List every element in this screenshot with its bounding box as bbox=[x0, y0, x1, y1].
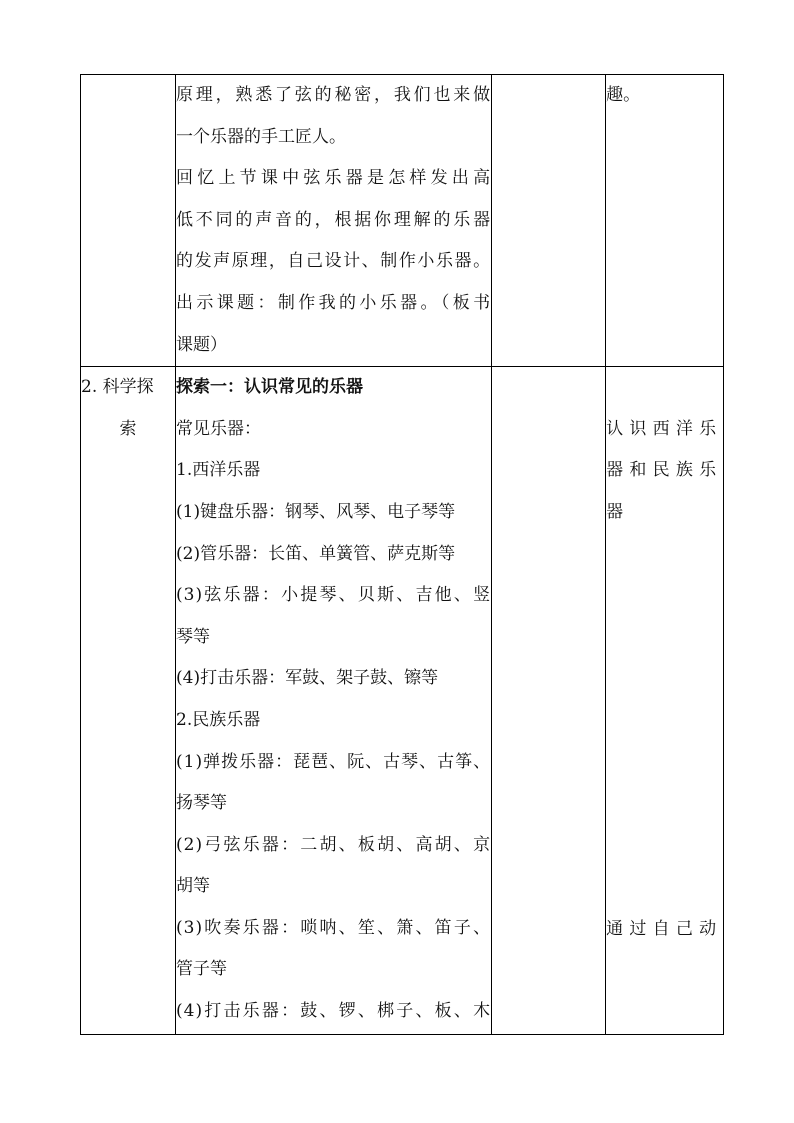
content-cell bbox=[176, 367, 492, 1035]
content-line: 原理，熟悉了弦的秘密，我们也来做 bbox=[176, 85, 492, 105]
content-line: 2.民族乐器 bbox=[176, 709, 261, 730]
content-line: (2)管乐器：长笛、单簧管、萨克斯等 bbox=[176, 543, 456, 564]
content-cell bbox=[176, 75, 492, 367]
stage-label: 索 bbox=[119, 418, 137, 439]
content-line: 低不同的声音的，根据你理解的乐器 bbox=[176, 209, 492, 230]
intent-text: 通过自己动 bbox=[606, 918, 718, 939]
table-row bbox=[81, 367, 724, 1035]
lesson-plan-table bbox=[80, 74, 724, 1035]
content-line: 常见乐器： bbox=[176, 418, 261, 439]
content-line: 胡等 bbox=[176, 876, 210, 897]
content-line: (2)弓弦乐器：二胡、板胡、高胡、京 bbox=[176, 834, 492, 855]
content-line: 回忆上节课中弦乐器是怎样发出高 bbox=[176, 168, 492, 189]
content-line: (3)吹奏乐器：唢呐、笙、箫、笛子、 bbox=[176, 917, 492, 938]
explore-title: 探索一：认识常见的乐器 bbox=[176, 377, 363, 398]
content-line: 1.西洋乐器 bbox=[176, 460, 261, 481]
content-line: (4)打击乐器：鼓、锣、梆子、板、木 bbox=[176, 1001, 492, 1022]
content-line: (4)打击乐器：军鼓、架子鼓、镲等 bbox=[176, 668, 439, 689]
intent-cell bbox=[606, 75, 724, 367]
content-line: 课题） bbox=[176, 334, 227, 355]
content-line: (1)弹拨乐器：琵琶、阮、古琴、古筝、 bbox=[176, 751, 492, 772]
content-line: 一个乐器的手工匠人。 bbox=[176, 126, 346, 147]
stage-cell bbox=[81, 75, 176, 367]
student-activity-cell bbox=[492, 75, 606, 367]
content-line: (3)弦乐器：小提琴、贝斯、吉他、竖 bbox=[176, 585, 492, 606]
stage-label: 2. 科学探 bbox=[81, 377, 154, 398]
intent-cell bbox=[606, 367, 724, 1035]
content-line: 扬琴等 bbox=[176, 793, 227, 814]
content-line: 琴等 bbox=[176, 626, 210, 647]
intent-text: 器 bbox=[606, 501, 624, 522]
intent-text: 器和民族乐 bbox=[606, 460, 718, 481]
intent-text: 认识西洋乐 bbox=[606, 418, 718, 439]
stage-cell bbox=[81, 367, 176, 1035]
table-row bbox=[81, 75, 724, 367]
content-line: 出示课题：制作我的小乐器。（板书 bbox=[176, 292, 492, 313]
intent-text: 趣。 bbox=[606, 85, 641, 105]
content-line: 的发声原理，自己设计、制作小乐器。 bbox=[176, 251, 492, 272]
content-line: 管子等 bbox=[176, 959, 227, 980]
content-line: (1)键盘乐器：钢琴、风琴、电子琴等 bbox=[176, 501, 456, 522]
student-activity-cell bbox=[492, 367, 606, 1035]
